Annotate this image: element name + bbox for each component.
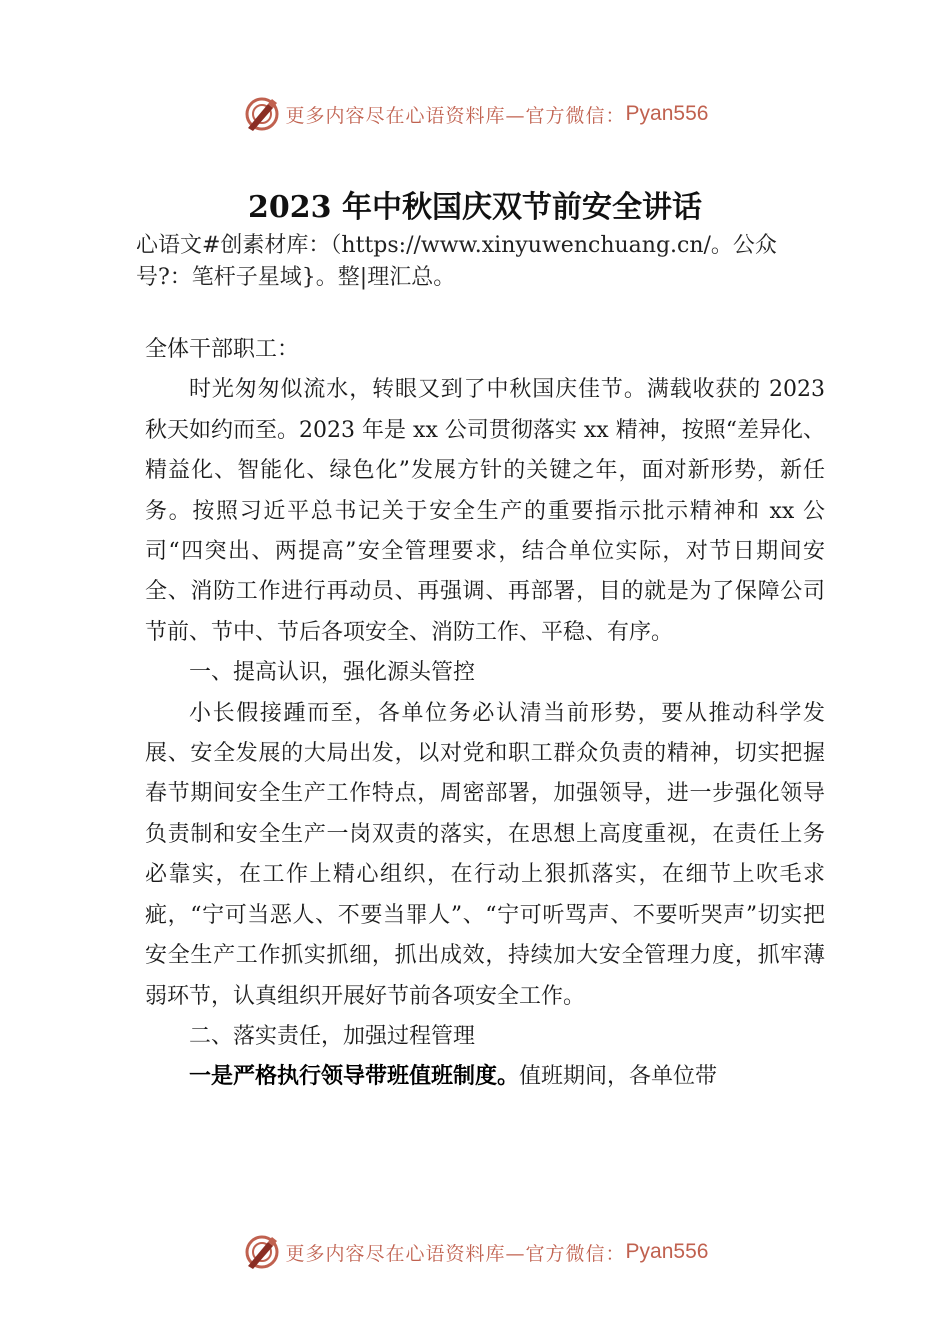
pen-logo-icon <box>242 94 282 134</box>
paragraph-text: 值班期间，各单位带 <box>519 1064 718 1090</box>
section-heading-1: 一、提高认识，强化源头管控 <box>189 660 476 686</box>
watermark-banner-top <box>0 92 950 136</box>
watermark-text: 更多内容尽在心语资料库—官方微信： <box>285 1242 626 1265</box>
section-heading-2: 二、落实责任，加强过程管理 <box>189 1023 476 1049</box>
wechat-id: Pyan556 <box>625 1240 709 1263</box>
watermark-banner-bottom <box>0 1230 950 1274</box>
wechat-id: Pyan556 <box>625 102 709 125</box>
document-title: 2023 年中秋国庆双节前安全讲话 <box>248 190 702 225</box>
paragraph-lead: 一是严格执行领导带班值班制度。 <box>189 1064 520 1090</box>
pen-logo-icon <box>242 1232 282 1272</box>
salutation: 全体干部职工： <box>145 337 300 362</box>
paragraph-section-2 <box>145 1057 825 1097</box>
paragraph-section-1: 小长假接踵而至，各单位务必认清当前形势，要从推动科学发展、安全发展的大局出发，以对党和职工群众负责的精神，切实把握春节期间安全生产工作特点，周密部署，加强领导，进一步强化领导负责制和安全生产一岗双责的落实，在思想上高度重视，在责任上务必靠实，在工作上精心组织，在行动上狠抓落实，在细节上吹毛求疵，“宁可当恶人、不要当罪人”、“宁可听骂声、不要听哭声”切实把安全生产工作抓实抓细，抓出成效，持续加大安全管理力度，抓牢薄弱环节，认真组织开展好节前各项安全工作。 <box>145 700 825 1009</box>
source-line: 心语文#创素材库：（https://www.xinyuwenchuang.cn/。公众号?：笔杆子星域}。整|理汇总。 <box>136 233 777 290</box>
paragraph-intro: 时光匆匆似流水，转眼又到了中秋国庆佳节。满载收获的 2023 秋天如约而至。2023 年是 xx 公司贯彻落实 xx 精神，按照“差异化、精益化、智能化、绿色化”发展方针的关键之年，面对新形势，新任务。按照习近平总书记关于安全生产的重要指示批示精神和 xx 公司“四突出、两提高”安全管理要求，结合单位实际，对节日期间安全、消防工作进行再动员、再强调、再部署，目的就是为了保障公司节前、节中、节后各项安全、消防工作、平稳、有序。 <box>145 377 825 645</box>
watermark-text: 更多内容尽在心语资料库—官方微信： <box>285 104 626 127</box>
document-body <box>145 330 825 1098</box>
